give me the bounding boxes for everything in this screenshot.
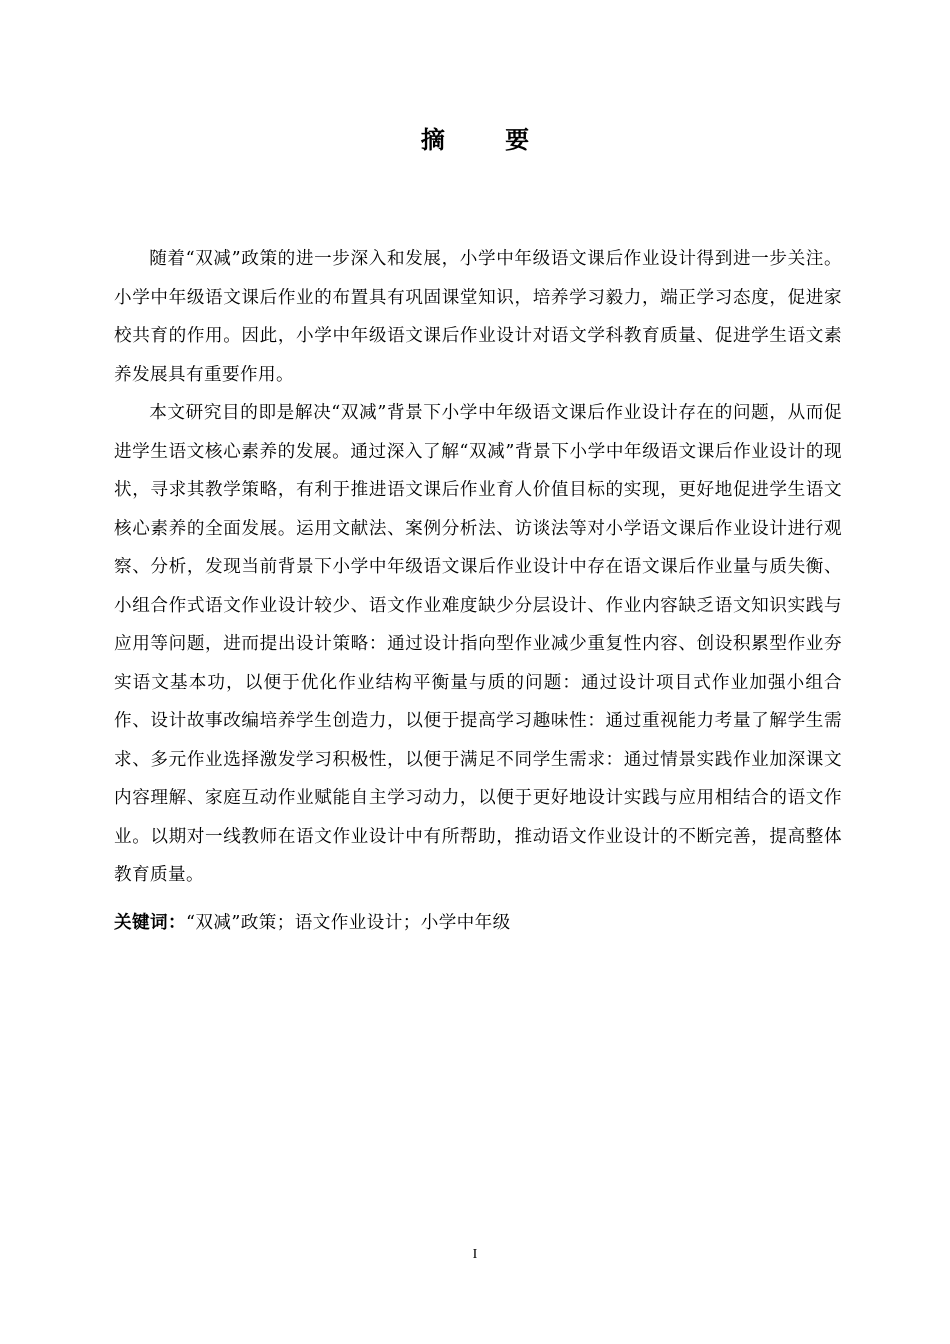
keywords-line [114,904,842,942]
keywords-text: “双减”政策；语文作业设计；小学中年级 [185,913,511,933]
keywords-label: 关键词： [114,913,186,933]
abstract-paragraph-2: 本文研究目的即是解决“双减”背景下小学中年级语文课后作业设计存在的问题，从而促进学生语文核心素养的发展。通过深入了解“双减”背景下小学中年级语文课后作业设计的现状，寻求其教学策略，有利于推进语文课后作业育人价值目标的实现，更好地促进学生语文核心素养的全面发展。运用文献法、案例分析法、访谈法等对小学语文课后作业设计进行观察、分析，发现当前背景下小学中年级语文课后作业设计中存在语文课后作业量与质失衡、小组合作式语文作业设计较少、语文作业难度缺少分层设计、作业内容缺乏语文知识实践与应用等问题，进而提出设计策略：通过设计指向型作业减少重复性内容、创设积累型作业夯实语文基本功，以便于优化作业结构平衡量与质的问题：通过设计项目式作业加强小组合作、设计故事改编培养学生创造力，以便于提高学习趣味性：通过重视能力考量了解学生需求、多元作业选择激发学习积极性，以便于满足不同学生需求：通过情景实践作业加深课文内容理解、家庭互动作业赋能自主学习动力，以便于更好地设计实践与应用相结合的语文作业。以期对一线教师在语文作业设计中有所帮助，推动语文作业设计的不断完善，提高整体教育质量。 [114,403,842,885]
abstract-body [114,240,842,895]
page-number: I [472,1247,478,1262]
abstract-paragraph-1: 随着“双减”政策的进一步深入和发展，小学中年级语文课后作业设计得到进一步关注。小学中年级语文课后作业的布置具有巩固课堂知识，培养学习毅力，端正学习态度，促进家校共育的作用。因此，小学中年级语文课后作业设计对语文学科教育质量、促进学生语文素养发展具有重要作用。 [114,249,842,385]
abstract-title: 摘 要 [420,126,556,154]
